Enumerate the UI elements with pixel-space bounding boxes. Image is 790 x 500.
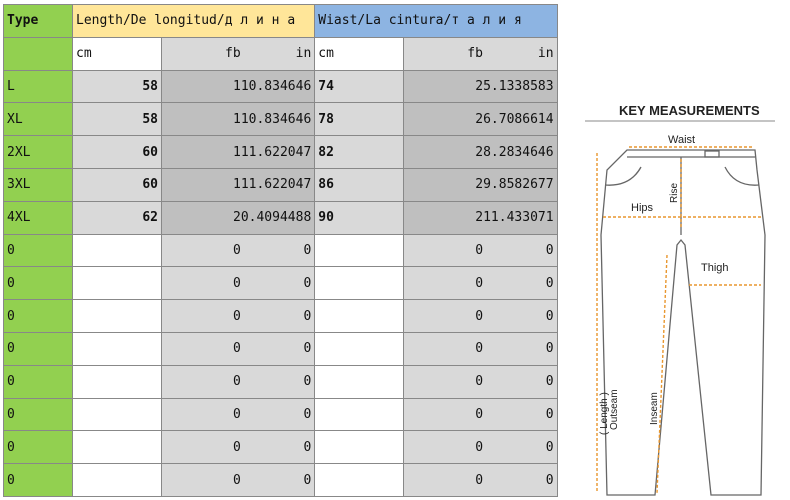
cell-waist-in: 0 [545, 341, 554, 357]
cell-waist-cm: 82 [315, 136, 404, 169]
cell-length-ft: 1 [233, 144, 241, 160]
cell-waist-in: 11.433071 [483, 210, 554, 226]
cell-length-cm [73, 267, 162, 300]
cell-waist-in: 0 [545, 308, 554, 324]
cell-waist-cm: 90 [315, 201, 404, 234]
cell-waist-cm: 74 [315, 70, 404, 103]
cell-length-ft: 0 [233, 472, 241, 488]
cell-waist-cm [315, 234, 404, 267]
cell-type: 0 [4, 267, 73, 300]
subheader-type-empty [4, 37, 73, 70]
cell-length-in: 0 [303, 341, 312, 357]
cell-type: 0 [4, 332, 73, 365]
cell-length-in: 11.622047 [240, 144, 312, 160]
cell-length-cm [73, 234, 162, 267]
key-measurements-diagram [585, 95, 790, 500]
cell-type: 0 [4, 398, 73, 431]
measurement-arrows [597, 147, 763, 493]
cell-waist-ft: 2 [475, 210, 484, 226]
cell-length-cm [73, 431, 162, 464]
label-length: ( Length ) [599, 392, 610, 435]
label-outseam: Outseam [609, 389, 620, 430]
cell-length-cm: 58 [73, 103, 162, 136]
cell-waist-in: 9.8582677 [483, 177, 554, 193]
cell-length-ft: 1 [233, 177, 241, 193]
subheader-length-in: in [295, 46, 312, 62]
header-waist: Wiast/La cintura/т а л и я [315, 5, 557, 38]
cell-length-ft: 0 [233, 374, 241, 390]
cell-length-in: 0 [303, 406, 312, 422]
cell-length-in: 0 [303, 472, 312, 488]
cell-type: 3XL [4, 168, 73, 201]
cell-waist-cm [315, 300, 404, 333]
header-type: Type [4, 5, 73, 38]
subheader-length-fb: fb [225, 46, 241, 62]
cell-type: 0 [4, 431, 73, 464]
cell-length-in: 0 [303, 308, 312, 324]
cell-waist-cm [315, 267, 404, 300]
cell-length-ft: 1 [233, 78, 241, 94]
cell-waist-cm [315, 431, 404, 464]
header-row [4, 5, 558, 38]
cell-length-ft: 1 [233, 111, 241, 127]
cell-waist-ft: 2 [475, 78, 484, 94]
cell-type: 0 [4, 365, 73, 398]
cell-length-in: 0 [303, 275, 312, 291]
table-row [4, 136, 558, 169]
cell-length-ft: 2 [233, 210, 241, 226]
subheader-waist-in: in [537, 46, 554, 62]
cell-length-in: 0 [303, 439, 312, 455]
cell-length-cm [73, 365, 162, 398]
cell-length-in: 11.622047 [240, 177, 312, 193]
cell-length-cm: 58 [73, 70, 162, 103]
subheader-waist-cm: cm [315, 37, 404, 70]
table-row [4, 332, 558, 365]
pants-outline [601, 150, 765, 495]
cell-length-ft: 0 [233, 439, 241, 455]
label-rise: Rise [669, 182, 680, 203]
cell-length-in: 10.834646 [240, 111, 312, 127]
cell-length-cm: 60 [73, 168, 162, 201]
cell-waist-ft: 0 [475, 439, 484, 455]
header-length: Length/De longitud/д л и н а [73, 5, 315, 38]
cell-waist-in: 0 [545, 472, 554, 488]
cell-waist-in: 0 [545, 374, 554, 390]
cell-waist-ft: 0 [475, 275, 484, 291]
cell-length-ft: 0 [233, 308, 241, 324]
cell-length-in: 0 [303, 374, 312, 390]
cell-waist-ft: 0 [475, 341, 484, 357]
cell-length-cm: 62 [73, 201, 162, 234]
cell-type: 2XL [4, 136, 73, 169]
cell-waist-cm: 78 [315, 103, 404, 136]
cell-waist-cm: 86 [315, 168, 404, 201]
label-waist: Waist [668, 134, 696, 146]
cell-waist-ft: 0 [475, 308, 484, 324]
cell-type: 4XL [4, 201, 73, 234]
cell-waist-in: 6.7086614 [483, 111, 554, 127]
cell-type: L [4, 70, 73, 103]
table-row [4, 398, 558, 431]
diagram-title: KEY MEASUREMENTS [619, 103, 760, 118]
cell-waist-in: 5.1338583 [483, 78, 554, 94]
cell-waist-ft: 0 [475, 472, 484, 488]
table-row [4, 464, 558, 497]
cell-waist-cm [315, 365, 404, 398]
cell-length-ft: 0 [233, 406, 241, 422]
cell-length-in: 0.4094488 [240, 210, 312, 226]
cell-waist-in: 0 [545, 242, 554, 258]
label-inseam: Inseam [649, 392, 660, 425]
table-row [4, 168, 558, 201]
subheader-length-cm: cm [73, 37, 162, 70]
cell-length-cm [73, 300, 162, 333]
cell-waist-cm [315, 464, 404, 497]
cell-waist-in: 8.2834646 [483, 144, 554, 160]
cell-length-ft: 0 [233, 275, 241, 291]
cell-waist-ft: 0 [475, 406, 484, 422]
table-row [4, 365, 558, 398]
table-row [4, 103, 558, 136]
cell-waist-in: 0 [545, 275, 554, 291]
cell-waist-ft: 2 [475, 144, 484, 160]
cell-length-ft: 0 [233, 341, 241, 357]
cell-waist-ft: 2 [475, 111, 484, 127]
cell-type: 0 [4, 300, 73, 333]
cell-length-cm [73, 464, 162, 497]
cell-waist-ft: 2 [475, 177, 484, 193]
cell-waist-ft: 0 [475, 242, 484, 258]
label-hips: Hips [631, 202, 654, 214]
subheader-row [4, 37, 558, 70]
table-row [4, 431, 558, 464]
cell-length-in: 0 [303, 242, 312, 258]
table-row [4, 201, 558, 234]
label-thigh: Thigh [701, 262, 729, 274]
subheader-waist-fb: fb [467, 46, 483, 62]
table-row [4, 234, 558, 267]
size-chart-table [3, 4, 558, 497]
cell-length-cm [73, 398, 162, 431]
cell-waist-in: 0 [545, 406, 554, 422]
cell-length-cm [73, 332, 162, 365]
table-row [4, 267, 558, 300]
cell-length-cm: 60 [73, 136, 162, 169]
cell-waist-ft: 0 [475, 374, 484, 390]
cell-waist-in: 0 [545, 439, 554, 455]
cell-waist-cm [315, 398, 404, 431]
cell-type: 0 [4, 234, 73, 267]
cell-length-ft: 0 [233, 242, 241, 258]
cell-type: XL [4, 103, 73, 136]
table-row [4, 300, 558, 333]
cell-length-in: 10.834646 [240, 78, 312, 94]
table-row [4, 70, 558, 103]
cell-waist-cm [315, 332, 404, 365]
cell-type: 0 [4, 464, 73, 497]
